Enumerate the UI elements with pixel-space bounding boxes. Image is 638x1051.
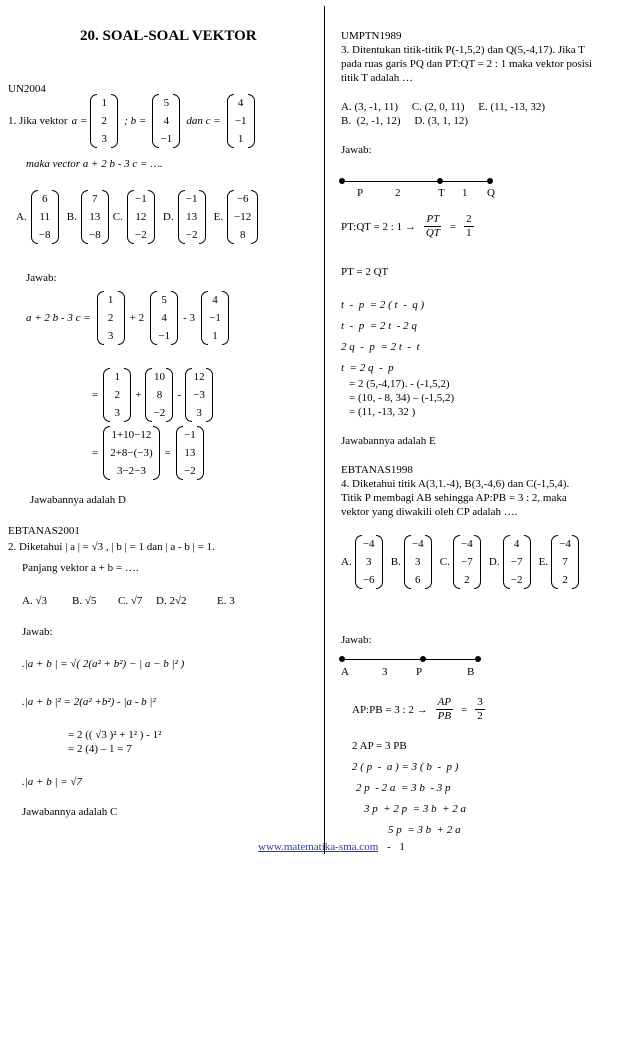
q1-step3: = 1+10−12 2+8−(−3) 3−2−3 = −1 13 −2 [92,426,204,480]
q4-ratio-prefix: AP:PB = 3 : 2 → [352,703,428,716]
q4-option-a: −4 3 −6 [355,535,383,589]
q3-step-2: t - p = 2 ( t - q ) [341,299,425,311]
q1-step1 [26,291,229,345]
q1-vector-a: 1 2 3 [90,94,118,148]
q2-option-e: E. 3 [217,595,235,607]
q4-options [341,535,579,589]
q3-label-t: T [438,187,445,199]
page-footer [258,841,405,853]
q3-step-3: t - p = 2 t - 2 q [341,320,417,332]
q3-ratio-value: $\frac{2}{1}$ [466,213,472,239]
q4-option-a-letter: A. [341,556,352,568]
q4-jawab: Jawab: [341,634,372,646]
q2-line5: .|a + b | = √7 [22,776,82,788]
q4-label-3: 3 [382,666,388,678]
column-divider [324,6,325,854]
q1-options [16,190,258,244]
q3-ratio-prefix: PT:QT = 2 : 1 → [341,220,416,233]
q2-option-c: C. √7 [118,595,143,607]
q3-step-7: = (10, - 8, 34) – (-1,5,2) [349,392,455,404]
q4-label-a: A [341,666,349,678]
q1-step3-vec2: −1 13 −2 [176,426,204,480]
q4-ratio: AP:PB = 3 : 2 → $\frac{AP}{PB}$ = $\frac{3}{2}$ [352,696,483,722]
q3-ratio: PT:QT = 2 : 1 → $\frac{PT}{QT}$ = $\frac{2}{1}$ [341,213,472,239]
page-title: 20. SOAL-SOAL VEKTOR [80,28,257,44]
q1-vector-b: 5 4 −1 [152,94,180,148]
q4-step-5: 5 p = 3 b + 2 a [388,824,461,836]
q1-option-d: −1 13 −2 [178,190,206,244]
page-number: 1 [399,841,405,853]
q3-step-8: = (11, -13, 32 ) [349,406,416,418]
q4-option-c-letter: C. [439,556,450,568]
q4-source: EBTANAS1998 [341,464,413,476]
q4-step-3: 2 p - 2 a = 3 b - 3 p [356,782,451,794]
q1-option-a: 6 11 −8 [31,190,59,244]
q1-option-d-letter: D. [162,211,174,223]
q1-stem [8,94,255,148]
q3-step-4: 2 q - p = 2 t - t [341,341,420,353]
q1-answer: Jawabannya adalah D [30,494,126,506]
q1-option-a-letter: A. [16,211,27,223]
q1-option-e-letter: E. [213,211,224,223]
q3-step-1: PT = 2 QT [341,266,389,278]
q2-answer: Jawabannya adalah C [22,806,118,818]
q1-option-e: −6 −12 8 [227,190,258,244]
q2-line4: = 2 (4) – 1 = 7 [68,743,132,755]
q3-label-q: Q [487,187,495,199]
q1-option-c: −1 12 −2 [127,190,155,244]
q3-stem-line1: 3. Ditentukan titik-titik P(-1,5,2) dan Q(5,-4,17). Jika T [341,44,585,56]
q3-ratio-fraction: $\frac{PT}{QT}$ [425,213,440,239]
q4-option-c: −4 −7 2 [453,535,481,589]
q4-stem-line2: Titik P membagi AB sehingga AP:PB = 3 : 2, maka [341,492,567,504]
q3-stem-line3: titik T adalah … [341,72,413,84]
footer-separator: - [387,841,391,853]
q3-label-2: 2 [395,187,401,199]
footer-website-link[interactable]: www.matematika-sma.com [258,841,379,853]
q4-ratio-fraction: $\frac{AP}{PB}$ [437,696,452,722]
q3-jawab: Jawab: [341,144,372,156]
q2-jawab: Jawab: [22,626,53,638]
q3-point-t [437,178,443,184]
q3-step-5: t = 2 q - p [341,362,394,374]
q1-stem-prefix: 1. Jika vektor [8,115,68,127]
q4-point-b [475,656,481,662]
q3-point-p [339,178,345,184]
q3-step-6: = 2 (5,-4,17). - (-1,5,2) [349,378,450,390]
q4-stem-line1: 4. Diketahui titik A(3,1.-4), B(3,-4,6) dan C(-1,5,4). [341,478,570,490]
q2-line3: = 2 (( √3 )² + 1² ) - 1² [68,729,162,741]
q1-source: UN2004 [8,83,46,95]
q1-step2-vec1: 1 2 3 [103,368,131,422]
q4-step-1: 2 AP = 3 PB [352,740,407,752]
q4-point-p [420,656,426,662]
q4-step-4: 3 p + 2 p = 3 b + 2 a [364,803,467,815]
q4-label-p: P [416,666,423,678]
q1-step1-lhs: a + 2 b - 3 c = [26,312,91,324]
q4-ratio-value: $\frac{3}{2}$ [477,696,483,722]
q2-line2: .|a + b |² = 2(a² +b²) - |a - b |² [22,696,156,708]
q2-ask: Panjang vektor a + b = …. [22,562,139,574]
q3-options-row2: B. (2, -1, 12) D. (3, 1, 12) [341,115,469,127]
q4-option-e: −4 7 2 [551,535,579,589]
q3-label-1: 1 [462,187,468,199]
q1-step2-vec3: 12 −3 3 [185,368,213,422]
q4-option-b: −4 3 6 [404,535,432,589]
q3-label-p: P [357,187,364,199]
q1-ask: maka vector a + 2 b - 3 c = …. [26,158,163,170]
q4-stem-line3: vektor yang diwakili oleh CP adalah …. [341,506,518,518]
q1-step1-vec1: 1 2 3 [97,291,125,345]
q1-step2: = 1 2 3 + 10 8 −2 - 12 −3 3 [92,368,213,422]
q3-options-row1: A. (3, -1, 11) C. (2, 0, 11) E. (11, -13, 32) [341,101,546,113]
q1-step1-vec2: 5 4 −1 [150,291,178,345]
q1-option-b: 7 13 −8 [81,190,109,244]
q1-step1-vec3: 4 −1 1 [201,291,229,345]
q4-option-d: 4 −7 −2 [503,535,531,589]
q2-stem: 2. Diketahui | a | = √3 , | b | = 1 dan | a - b | = 1. [8,541,215,553]
q1-step1-op1: + 2 [129,312,145,324]
q3-stem-line2: pada ruas garis PQ dan PT:QT = 2 : 1 maka vektor posisi [341,58,593,70]
q1-vector-c: 4 −1 1 [227,94,255,148]
q3-answer: Jawabannya adalah E [341,435,436,447]
q4-label-b: B [467,666,475,678]
q1-step2-vec2: 10 8 −2 [145,368,173,422]
q4-option-e-letter: E. [538,556,549,568]
q3-segment-line [342,181,490,182]
q2-source: EBTANAS2001 [8,525,80,537]
q4-point-a [339,656,345,662]
q3-point-q [487,178,493,184]
q1-step1-op2: - 3 [183,312,196,324]
q3-source: UMPTN1989 [341,30,402,42]
q4-option-b-letter: B. [390,556,401,568]
q2-option-a: A. √3 [22,595,47,607]
q1-label-b: ; b = [124,115,147,127]
q1-jawab: Jawab: [26,272,57,284]
q1-label-c: dan c = [186,115,221,127]
q4-step-2: 2 ( p - a ) = 3 ( b - p ) [352,761,459,773]
q2-option-b: B. √5 [72,595,97,607]
q2-line1: .|a + b | = √( 2(a² + b²) − | a − b |² ) [22,658,185,670]
q1-step3-vec1: 1+10−12 2+8−(−3) 3−2−3 [103,426,159,480]
q4-segment-line [342,659,478,660]
q1-label-a: a = [71,115,88,127]
q4-option-d-letter: D. [488,556,500,568]
q1-option-c-letter: C. [112,211,123,223]
q2-option-d: D. 2√2 [156,595,187,607]
q1-option-b-letter: B. [66,211,77,223]
